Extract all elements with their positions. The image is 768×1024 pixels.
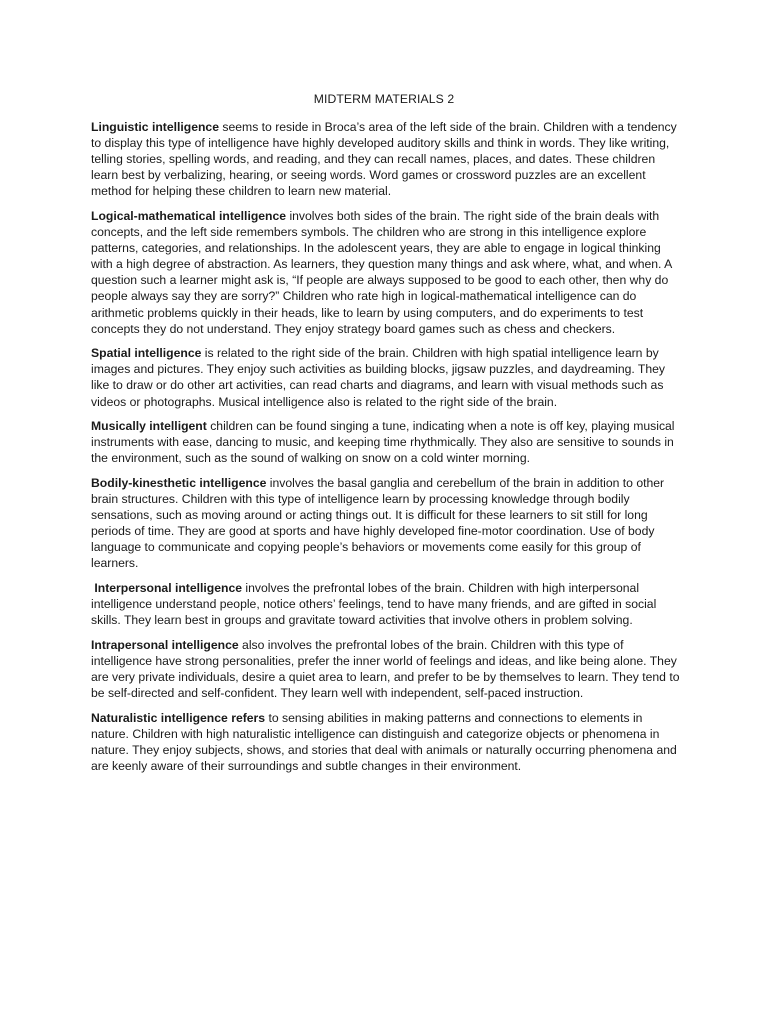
paragraph-logical-mathematical bbox=[91, 208, 681, 337]
paragraph-intrapersonal bbox=[91, 637, 681, 701]
term-spatial: Spatial intelligence bbox=[91, 346, 202, 361]
document-body bbox=[91, 119, 681, 782]
paragraph-text: involves the basal ganglia and cerebellum of the brain in addition to other brain structures. Children with this type of intelligence learn by processing knowledge through bodily sensations, such as moving around or acting things out. It is difficult for these learners to sit still for long periods of time. They are good at sports and have highly developed fine-motor coordination. Use of body language to communicate and copying people’s behaviors or movements come easily for this group of learners. bbox=[91, 475, 665, 571]
term-logical-mathematical: Logical-mathematical intelligence bbox=[91, 208, 287, 223]
term-musical: Musically intelligent bbox=[91, 419, 207, 434]
term-naturalistic: Naturalistic intelligence refers bbox=[91, 710, 266, 725]
document-title: MIDTERM MATERIALS 2 bbox=[313, 92, 455, 106]
paragraph-text: involves both sides of the brain. The right side of the brain deals with concepts, and the left side remembers symbols. The children who are strong in this intelligence explore patterns, categories, and relationships. In the adolescent years, they are able to engage in logical thinking with a high degree of abstraction. As learners, they question many things and ask where, what, and when. A question such a learner might ask is, “If people are always supposed to be good to each other, then why do people always say they are sorry?” Children who rate high in logical-mathematical intelligence can do arithmetic problems quickly in their heads, like to learn by using computers, and do experiments to test concepts they do not understand. They enjoy strategy board games such as chess and checkers. bbox=[91, 208, 672, 336]
term-intrapersonal: Intrapersonal intelligence bbox=[91, 637, 239, 652]
paragraph-text: to sensing abilities in making patterns and connections to elements in nature. Children with high naturalistic intelligence can distinguish and categorize objects or phenomena in nature. They enjoy subjects, shows, and stories that deal with animals or naturally occurring phenomena and are keenly aware of their surroundings and subtle changes in their environment. bbox=[91, 710, 677, 773]
paragraph-text: also involves the prefrontal lobes of the brain. Children with this type of intelligence have strong personalities, prefer the inner world of feelings and ideas, and like being alone. They are very private individuals, desire a quiet area to learn, and prefer to be by themselves to learn. They tend to be self-directed and self-confident. They learn well with independent, self-paced instruction. bbox=[91, 637, 680, 700]
paragraph-text: seems to reside in Broca’s area of the left side of the brain. Children with a tendency to display this type of intelligence have highly developed auditory skills and think in words. They like writing, telling stories, spelling words, and reading, and they can recall names, places, and dates. These children learn best by verbalizing, hearing, or seeing words. Word games or crossword puzzles are an excellent method for helping these children to learn new material. bbox=[91, 120, 677, 199]
term-bodily-kinesthetic: Bodily-kinesthetic intelligence bbox=[91, 475, 267, 490]
paragraph-naturalistic bbox=[91, 710, 681, 774]
paragraph-text: involves the prefrontal lobes of the brain. Children with high interpersonal intelligence understand people, notice others’ feelings, tend to have many friends, and are gifted in social skills. They learn best in groups and gravitate toward activities that involve others in problem solving. bbox=[91, 580, 657, 628]
paragraph-spatial bbox=[91, 345, 681, 409]
paragraph-bodily-kinesthetic bbox=[91, 475, 681, 572]
paragraph-linguistic bbox=[91, 119, 681, 199]
paragraph-text: is related to the right side of the brain. Children with high spatial intelligence learn by images and pictures. They enjoy such activities as building blocks, jigsaw puzzles, and daydreaming. They like to draw or do other art activities, can read charts and diagrams, and learn with visual methods such as videos or photographs. Musical intelligence also is related to the right side of the brain. bbox=[91, 346, 666, 409]
term-interpersonal: Interpersonal intelligence bbox=[91, 580, 243, 595]
paragraph-text: children can be found singing a tune, indicating when a note is off key, playing musical instruments with ease, dancing to music, and keeping time rhythmically. They also are sensitive to sounds in the environment, such as the sound of walking on snow on a cold winter morning. bbox=[91, 419, 675, 466]
paragraph-musical bbox=[91, 418, 681, 466]
term-linguistic: Linguistic intelligence bbox=[91, 120, 219, 134]
paragraph-interpersonal bbox=[91, 580, 681, 628]
